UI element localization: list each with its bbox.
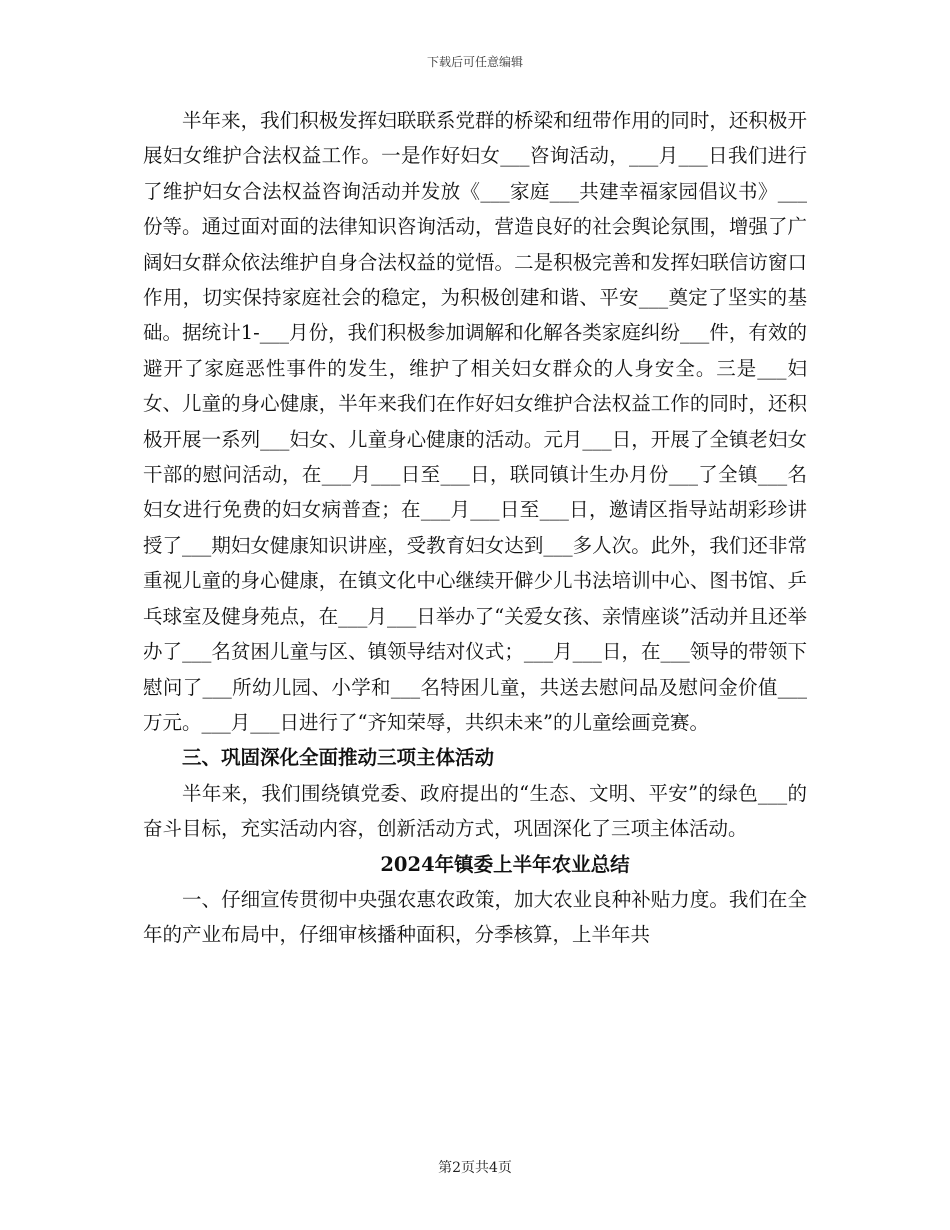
paragraph-three-activities: 半年来，我们围绕镇党委、政府提出的“生态、文明、平安”的绿色___的奋斗目标，充实活动内容，创新活动方式，巩固深化了三项主体活动。 [143, 781, 807, 841]
page-header: 下载后可任意编辑 [426, 55, 523, 69]
paragraph-agriculture: 一、仔细宣传贯彻中央强农惠农政策，加大农业良种补贴力度。我们在全年的产业布局中，仔细审核播种面积，分季核算，上半年共 [143, 887, 807, 947]
page-footer: 第2页共4页 [438, 1160, 512, 1176]
document-title: 2024年镇委上半年农业总结 [380, 852, 630, 876]
document-body [143, 103, 807, 953]
paragraph-womens-rights: 半年来，我们积极发挥妇联联系党群的桥梁和纽带作用的同时，还积极开展妇女维护合法权益工作。一是作好妇女___咨询活动，___月___日我们进行了维护妇女合法权益咨询活动并发放《___家庭___共建幸福家园倡议书》___份等。通过面对面的法律知识咨询活动，营造良好的社会舆论氛围，增强了广阔妇女群众依法维护自身合法权益的觉悟。二是积极完善和发挥妇联信访窗口作用，切实保持家庭社会的稳定，为积极创建和谐、平安___奠定了坚实的基础。据统计1-___月份，我们积极参加调解和化解各类家庭纠纷___件，有效的避开了家庭恶性事件的发生，维护了相关妇女群众的人身安全。三是___妇女、儿童的身心健康，半年来我们在作好妇女维护合法权益工作的同时，还积极开展一系列___妇女、儿童身心健康的活动。元月___日，开展了全镇老妇女干部的慰问活动，在___月___日至___日，联同镇计生办月份___了全镇___名妇女进行免费的妇女病普查；在___月___日至___日，邀请区指导站胡彩珍讲授了___期妇女健康知识讲座，受教育妇女达到___多人次。此外，我们还非常重视儿童的身心健康，在镇文化中心继续开僻少儿书法培训中心、图书馆、乒乓球室及健身苑点，在___月___日举办了“关爱女孩、亲情座谈”活动并且还举办了___名贫困儿童与区、镇领导结对仪式；___月___日，在___领导的带领下慰问了___所幼儿园、小学和___名特困儿童，共送去慰问品及慰问金价值___万元。___月___日进行了“齐知荣辱，共织未来”的儿童绘画竞赛。 [143, 109, 807, 734]
section-heading: 三、巩固深化全面推动三项主体活动 [182, 746, 495, 770]
